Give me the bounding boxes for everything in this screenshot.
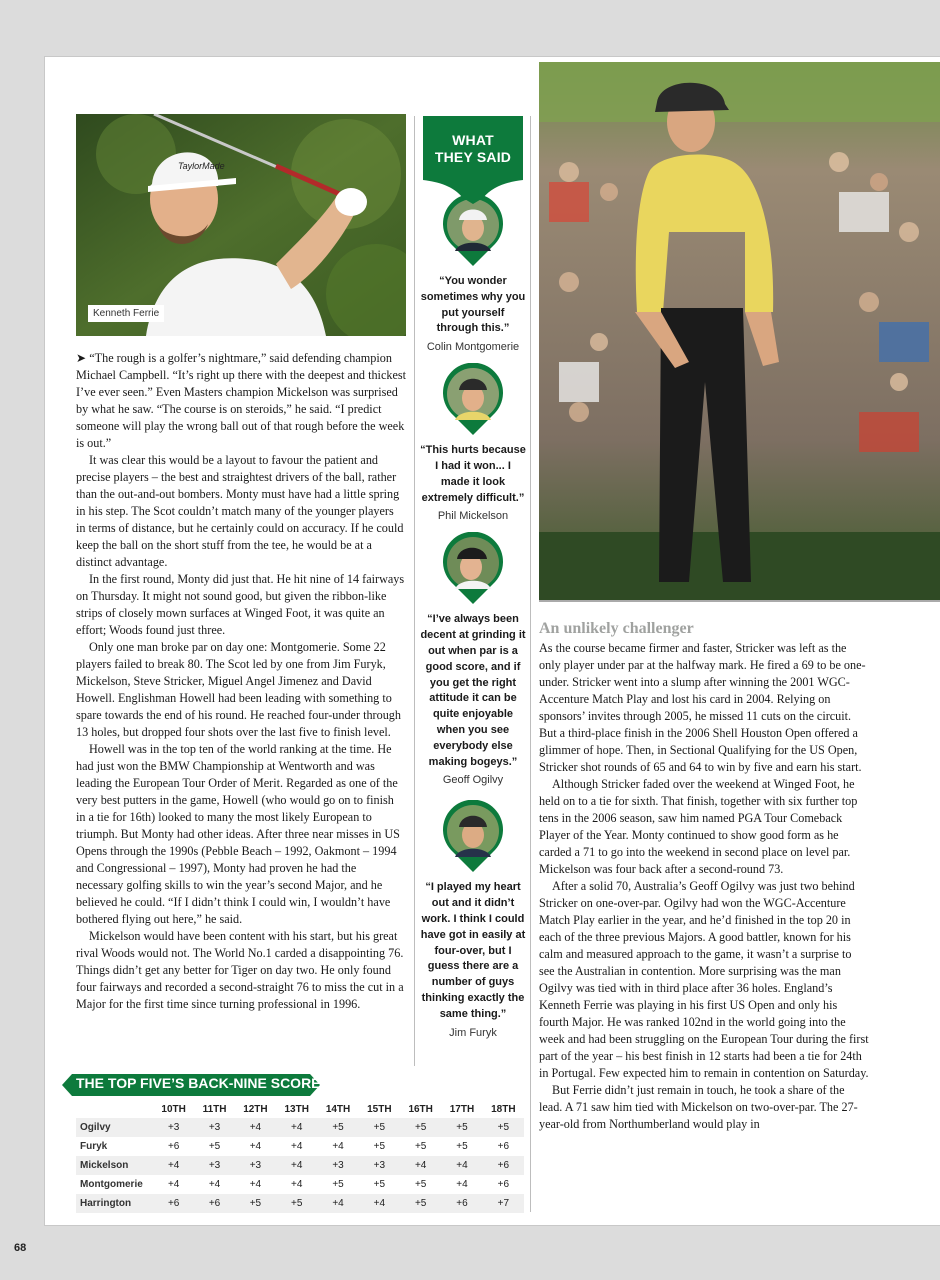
score-cell: +5 (332, 1179, 344, 1190)
paragraph: Howell was in the top ten of the world ranking at the time. He had just won the BMW Championship at Wentworth and was leading the European Tour Order of Merit. Regarded as one of the very best putters in the game, Howell (who would go on to finish in a tie for 16th) looked to many the most likely European to triumph. But Monty had other ideas. After three near misses in US Opens through the 1990s (Pebble Beach – 1992, Oakmont – 1994 and Congressional – 1997), Monty had proven he had the necessary golfing skills to win the year’s second Major, and he believed he could. “If I didn’t think I could win, I wouldn’t have bothered flying out here,” he said. (76, 742, 400, 926)
score-cell: +5 (400, 1194, 441, 1213)
paragraph: Mickelson would have been content with his start, but his great rival Woods would not. The World No.1 carded a disappointing 76. Things didn’t get any better for Tiger on day two. He only found four fairways and recorded a second-straight 76 to miss the cut in a Major for the first time since turning professional in 1996. (76, 929, 404, 1011)
score-cell: +4 (167, 1179, 180, 1190)
score-cell: +4 (249, 1141, 262, 1152)
score-cell: +4 (235, 1118, 276, 1137)
paragraph: Although Stricker faded over the weekend at Winged Foot, he held on to a tie for sixth. That finish, together with six further top tens in the 2006 season, saw him named PGA Tour Comeback Player of the Year. Monty continued to show good form as he carded a 71 to go into the weekend in second place on level par. Mickelson was four back after a second-round 73. (539, 777, 858, 876)
player-name: Montgomerie (80, 1179, 143, 1190)
score-cell: +4 (400, 1156, 441, 1175)
score-cell: +5 (414, 1179, 427, 1190)
montgomerie-portrait (441, 194, 505, 268)
quote-text: “This hurts because I had it won... I made it look extremely difficult.” (420, 444, 526, 504)
score-cell: +4 (441, 1156, 482, 1175)
banner-title-line: WHAT (452, 132, 494, 148)
score-cell: +3 (235, 1156, 276, 1175)
score-cell: +3 (359, 1156, 400, 1175)
back-nine-scores-table (76, 1100, 524, 1213)
score-cell: +4 (153, 1156, 194, 1175)
mickelson-portrait (441, 363, 505, 437)
quote-block (420, 363, 526, 522)
table-row (76, 1156, 524, 1175)
paragraph: It was clear this would be a layout to favour the patient and precise players – the best and straightest drivers of the ball, rather than the out-and-out bombers. Monty must have had a little spring in his step. The Scot couldn’t match many of the younger players in terms of distance, but he certainly could on accuracy. If he could keep the ball on the short stuff from the tee, he would be at a distinct advantage. (76, 453, 404, 569)
score-cell: +6 (441, 1194, 482, 1213)
score-cell: +4 (291, 1179, 303, 1190)
what-they-said-banner (423, 116, 523, 204)
score-cell: +3 (194, 1156, 234, 1175)
score-cell: +5 (317, 1118, 358, 1137)
score-cell: +5 (373, 1141, 386, 1152)
paragraph: In the first round, Monty did just that. He hit nine of 14 fairways on Thursday. It might not sound good, but given the ribbon-like strips of closely mown surfaces at Winged Foot, it was quite an effort; Woods found just three. (76, 572, 405, 637)
phil-mickelson-photo (539, 62, 940, 602)
left-article-column (76, 350, 406, 1013)
right-article-column (539, 640, 869, 1133)
hole-header: 18TH (491, 1103, 516, 1115)
svg-text:TaylorMade: TaylorMade (178, 161, 225, 171)
hole-header: 15TH (367, 1103, 392, 1115)
quote-text: “I played my heart out and it didn’t work. I think I could have got in easily at four-over, but I guess there are a number of guys thinking exactly the same thing.” (420, 881, 526, 1020)
hole-header: 11TH (202, 1103, 227, 1115)
score-cell: +4 (291, 1141, 303, 1152)
paragraph: Only one man broke par on day one: Montgomerie. Some 22 players failed to break 80. The Scot led by one from Jim Furyk, Mickelson, Steve Stricker, Miguel Angel Jimenez and David Howell. Englishman Howell had been leading with something to spare towards the end of his round. He reached four-under through 13 holes, but dropped four shots over the last five to finish level. (76, 640, 401, 739)
score-cell: +4 (276, 1118, 317, 1137)
score-cell: +5 (441, 1118, 482, 1137)
table-row (76, 1118, 524, 1137)
table-row (76, 1175, 524, 1194)
score-cell: +6 (497, 1141, 510, 1152)
hole-header: 13TH (284, 1103, 309, 1115)
quote-block (420, 800, 526, 1038)
paragraph: But Ferrie didn’t just remain in touch, he took a share of the lead. A 71 saw him tied with Mickelson on two-over-par. The 27-year-old from Northumberland would play in (539, 1083, 858, 1131)
kenneth-ferrie-photo (76, 114, 406, 336)
score-cell: +5 (276, 1194, 317, 1213)
hole-header: 17TH (449, 1103, 475, 1115)
score-cell: +5 (235, 1194, 276, 1213)
player-name: Furyk (80, 1141, 108, 1152)
score-cell: +5 (373, 1179, 386, 1190)
hole-header: 10TH (161, 1103, 186, 1115)
player-name: Harrington (76, 1194, 153, 1213)
score-cell: +3 (153, 1118, 194, 1137)
player-name: Ogilvy (76, 1118, 153, 1137)
section-heading: An unlikely challenger (539, 620, 694, 637)
score-cell: +5 (400, 1118, 441, 1137)
ogilvy-portrait (441, 532, 505, 606)
score-cell: +5 (208, 1141, 221, 1152)
score-cell: +6 (194, 1194, 234, 1213)
score-cell: +6 (153, 1194, 194, 1213)
table-title: THE TOP FIVE’S BACK-NINE SCORES (76, 1075, 330, 1091)
quote-author: Geoff Ogilvy (442, 774, 504, 787)
hole-header: 14TH (325, 1103, 351, 1115)
player-column-header (76, 1100, 153, 1118)
score-cell: +5 (456, 1141, 468, 1152)
quote-block (420, 532, 526, 786)
paragraph: After a solid 70, Australia’s Geoff Ogilvy was just two behind Stricker on one-over-par. Ogilvy had won the WGC-Accenture Match Play earlier in the year, and he’d finished in the top 20 in each of the three previous Majors. A good battler, known for his calm and measured approach to the game, it wasn’t a surprise to see the Australian in contention. More surprising was the man Ogilvy was tied with in third place after 36 holes. England’s Kenneth Ferrie was playing in his first US Open and only his fourth Major. He was ranked 102nd in the world going into the week and had been struggling on the European Tour during the first part of the year – his best finish in 12 starts had been a tie for 24th in Portugal. Few expected him to remain in contention on Saturday. (539, 879, 869, 1080)
quote-text: “I’ve always been decent at grinding it out when par is a good score, and if you get the right attitude it can be quite enjoyable when you see everybody else making bogeys.” (420, 613, 526, 768)
banner-title-line: THEY SAID (434, 149, 512, 165)
what-they-said-sidebar (420, 116, 526, 1039)
table-row (76, 1194, 524, 1213)
score-cell: +5 (483, 1118, 524, 1137)
score-cell: +6 (497, 1179, 510, 1190)
score-cell: +7 (483, 1194, 524, 1213)
page-number: 68 (14, 1242, 27, 1254)
score-cell: +5 (359, 1118, 400, 1137)
table-row (76, 1137, 524, 1156)
column-divider (530, 116, 531, 1212)
score-cell: +4 (332, 1141, 344, 1152)
score-cell: +4 (456, 1179, 468, 1190)
furyk-portrait (441, 800, 505, 874)
quote-author: Phil Mickelson (437, 510, 509, 523)
score-cell: +4 (249, 1179, 262, 1190)
score-cell: +4 (359, 1194, 400, 1213)
score-cell: +3 (194, 1118, 234, 1137)
quote-author: Jim Furyk (449, 1026, 497, 1039)
quote-text: “You wonder sometimes why you put yourself through this.” (420, 275, 526, 335)
hole-header: 12TH (243, 1103, 268, 1115)
table-header-row (76, 1100, 524, 1118)
paragraph: As the course became firmer and faster, Stricker was left as the only player under par at the halfway mark. He fired a 69 to be one-under. Stricker went into a slump after winning the 2001 WGC-Accenture Match Play and lost his card in 2004. Relying on sponsors’ invites through 2005, he missed 11 cuts on the circuit. But a third-place finish in the 2006 Shell Houston Open offered a glimmer of hope. Then, in Sectional Qualifying for the US Open, Stricker shot rounds of 65 and 64 to win by five and earn his start. (539, 641, 866, 774)
hole-header: 16TH (408, 1103, 433, 1115)
score-cell: +4 (208, 1179, 221, 1190)
score-cell: +3 (317, 1156, 358, 1175)
score-cell: +4 (276, 1156, 317, 1175)
column-divider (414, 116, 415, 1066)
photo-caption: Kenneth Ferrie (88, 305, 164, 322)
paragraph: ➤ “The rough is a golfer’s nightmare,” said defending champion Michael Campbell. “It’s right up there with the deepest and thickest I’ve ever seen.” Even Masters champion Mickelson was surprised by what he saw. “The course is on steroids,” he said. “I predict someone will play the wrong ball out of that rough before the week is out.” (76, 351, 406, 450)
score-cell: +6 (167, 1141, 180, 1152)
quote-block (420, 194, 526, 353)
player-name: Mickelson (76, 1156, 153, 1175)
quote-author: Colin Montgomerie (426, 341, 520, 354)
score-cell: +4 (317, 1194, 358, 1213)
score-cell: +5 (414, 1141, 427, 1152)
score-cell: +6 (483, 1156, 524, 1175)
